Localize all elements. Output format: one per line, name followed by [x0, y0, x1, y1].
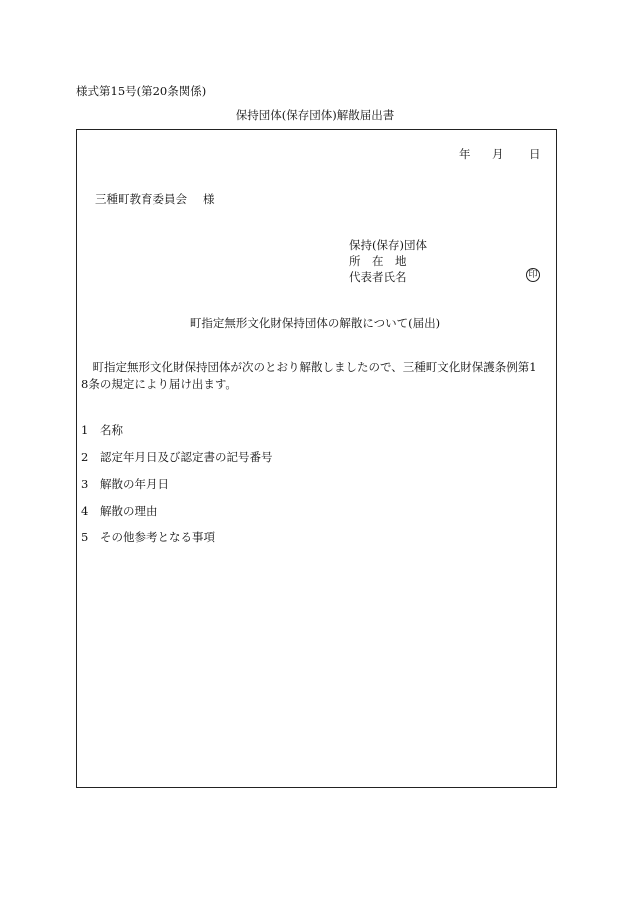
address-label: 所 在 地	[349, 254, 407, 268]
item-label: 名称	[100, 423, 123, 437]
list-item	[81, 452, 273, 464]
body-text-line-1: 町指定無形文化財保持団体が次のとおり解散しましたので、三種町文化財保護条例第1	[81, 360, 537, 374]
item-label: その他参考となる事項	[100, 530, 215, 544]
form-number: 様式第15号(第20条関係)	[76, 84, 207, 98]
list-item	[81, 506, 158, 518]
item-label: 解散の年月日	[100, 477, 169, 491]
subject-line: 町指定無形文化財保持団体の解散について(届出)	[189, 316, 441, 330]
item-label: 解散の理由	[100, 504, 158, 518]
item-number: 1	[81, 423, 89, 437]
list-item	[81, 479, 169, 491]
item-number: 2	[81, 450, 89, 464]
list-item	[81, 532, 215, 544]
seal-icon: 印	[526, 268, 540, 282]
body-text-line-2: 8条の規定により届け出ます。	[81, 377, 237, 391]
list-item	[81, 425, 123, 437]
document-title: 保持団体(保存団体)解散届出書	[235, 108, 395, 122]
item-number: 3	[81, 477, 89, 491]
date-year-label: 年	[459, 147, 471, 161]
addressee-honorific: 様	[203, 192, 215, 206]
representative-label: 代表者氏名	[349, 270, 407, 284]
item-number: 5	[81, 530, 89, 544]
item-label: 認定年月日及び認定書の記号番号	[100, 450, 273, 464]
date-day-label: 日	[529, 147, 541, 161]
item-number: 4	[81, 504, 89, 518]
addressee-name: 三種町教育委員会	[95, 192, 187, 206]
date-month-label: 月	[492, 147, 504, 161]
organization-label: 保持(保存)団体	[349, 238, 427, 252]
